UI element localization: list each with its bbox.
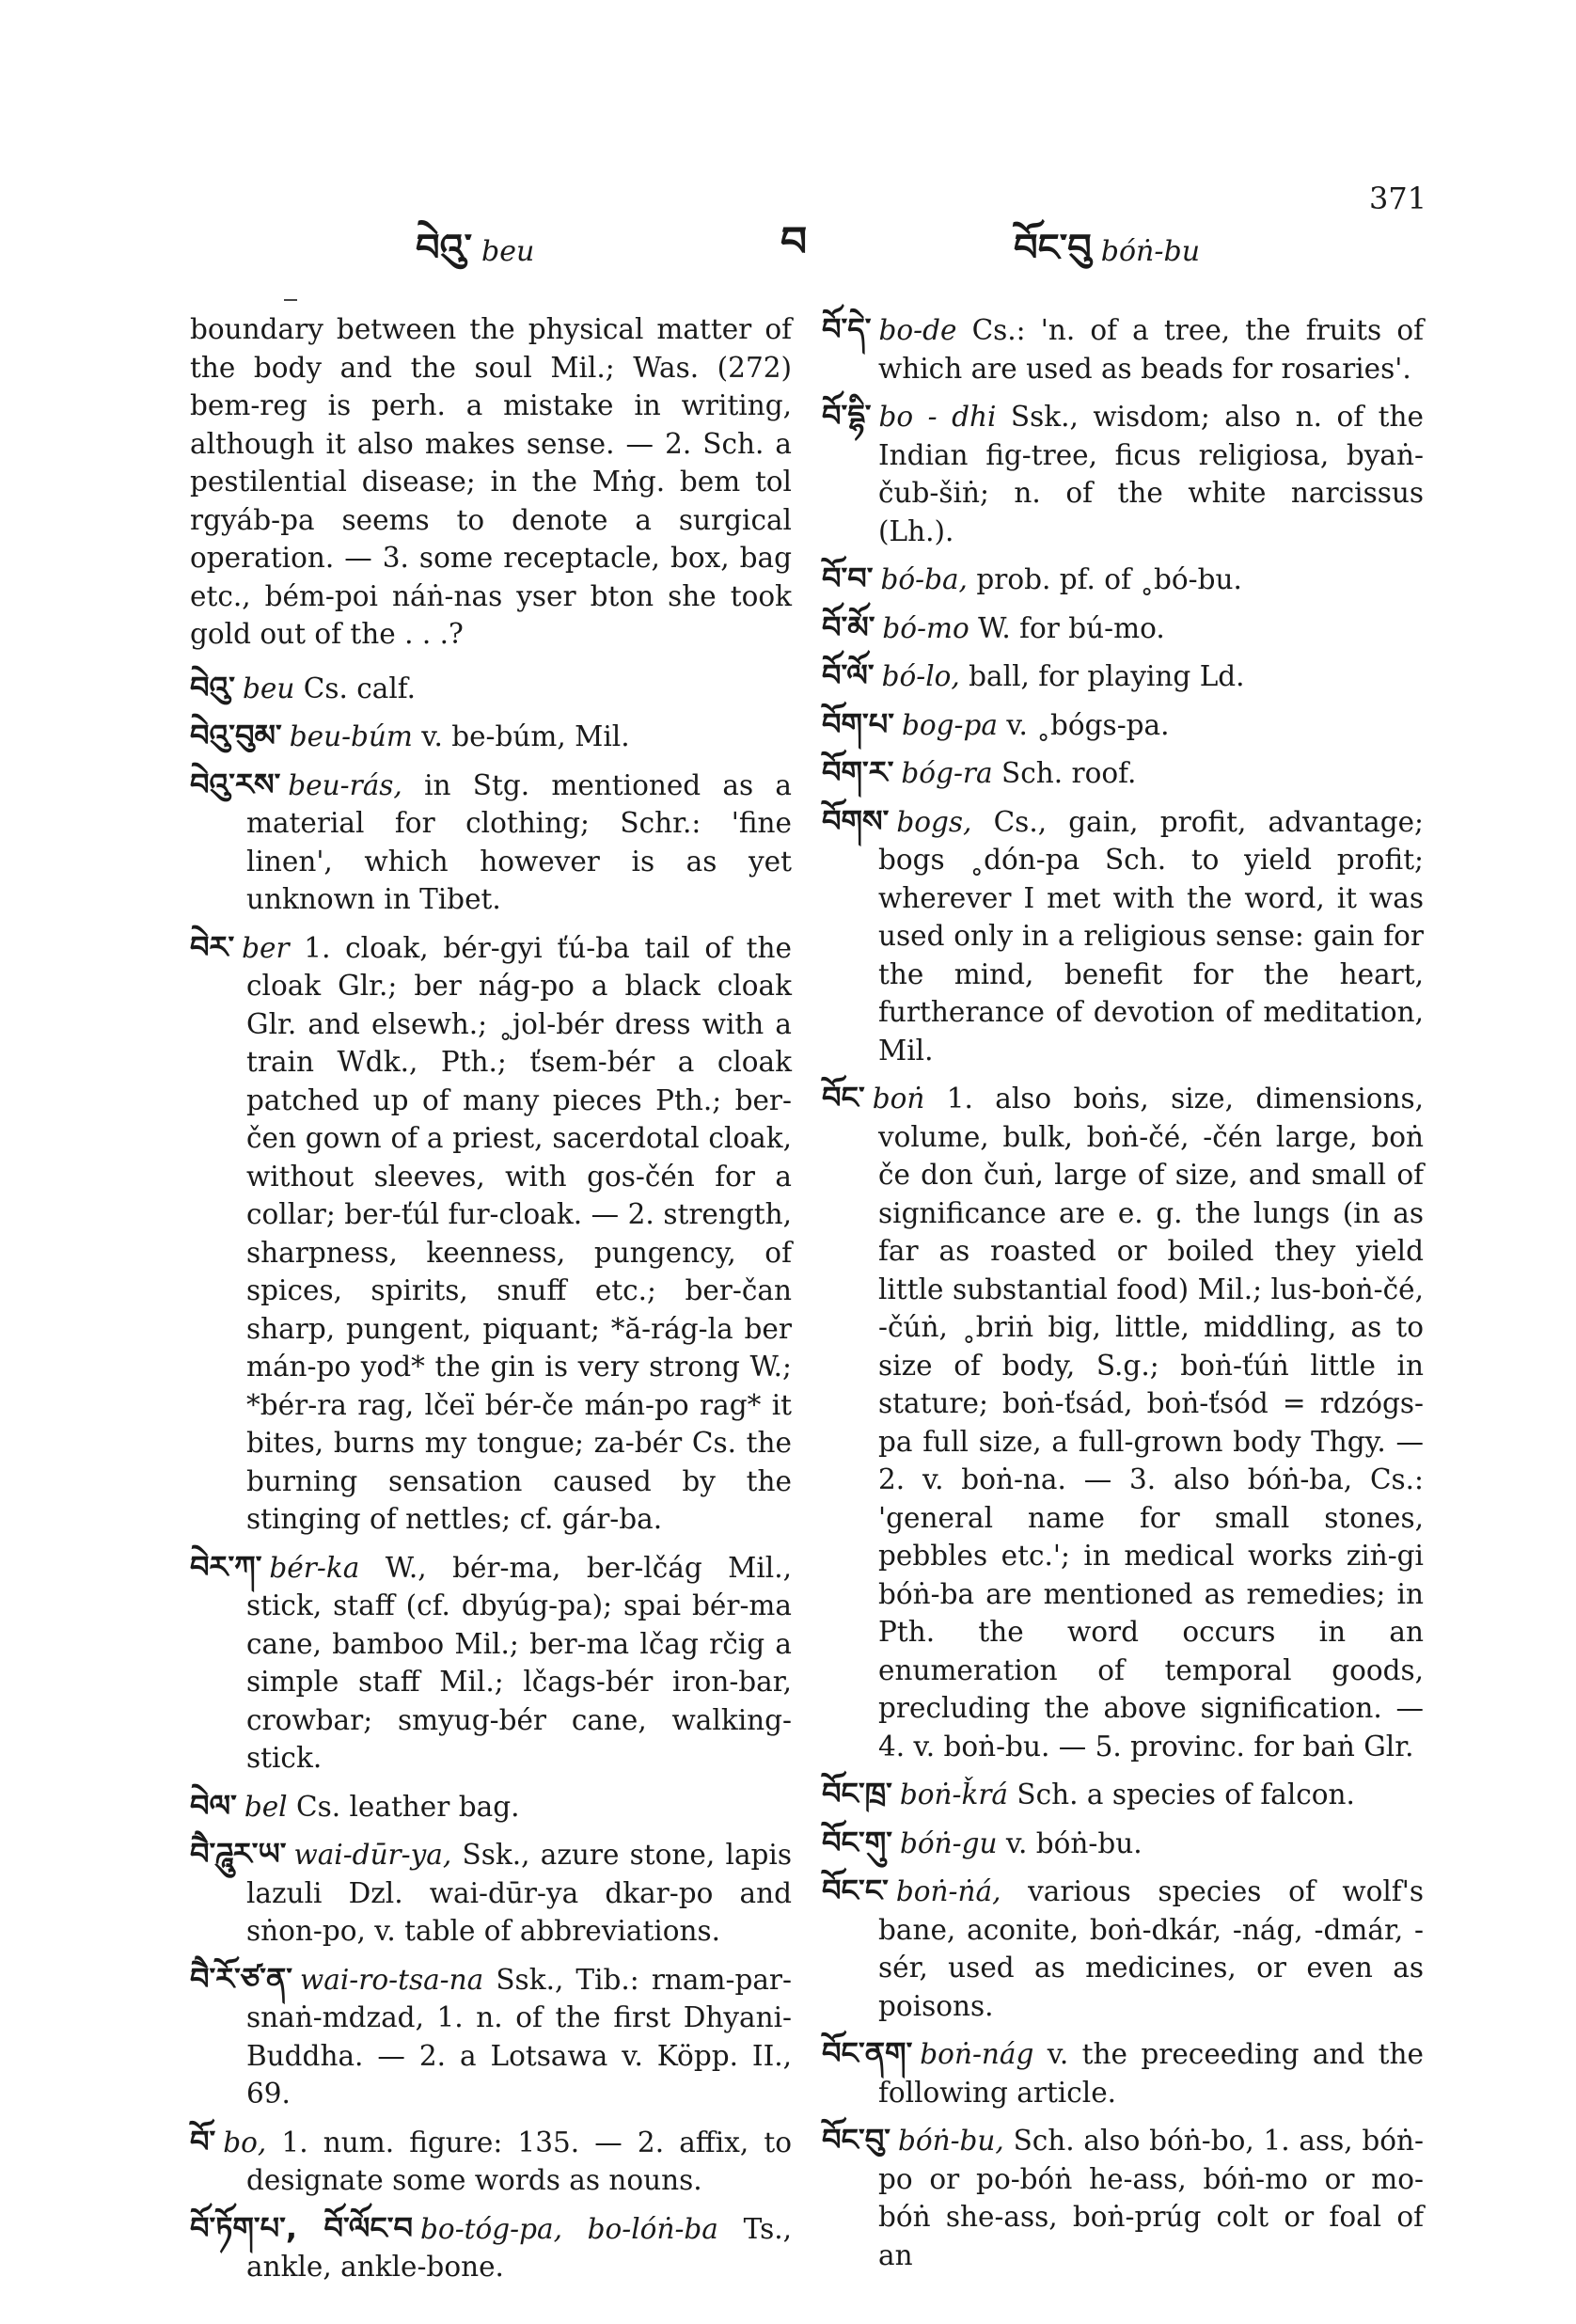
running-head-right — [1014, 205, 1200, 311]
entry-text: Cs., gain, profit, advantage; bogs ˳dón-pa Sch. to yield profit; wherever I met with the word, it was used only in a religious sense: gain for the mind, benefit for the heart, furtherance of devotion of meditation, Mil. — [878, 805, 1424, 1067]
running-head-left-headword: beu — [481, 235, 535, 268]
entry-headword: bo-tóg-pa, bo-lóṅ-ba — [420, 2212, 718, 2245]
entry-text: boundary between the physical matter of the body and the soul Mil.; Was. (272) bem-reg is perh. a mistake in writing, although it also makes sense. — 2. Sch. a pestilential disease; in the Mṅg. bem tol rgyáb-pa seems to denote a surgical operation. — 3. some receptacle, box, bag etc., bém-poi náṅ-nas yser bton she took gold out of the . . .? — [190, 313, 792, 650]
entry-tibetan: བོང་ནག་ — [822, 2035, 913, 2071]
left-column — [190, 310, 792, 2296]
running-head-right-tibetan: བོང་བུ — [1014, 227, 1092, 270]
entry-tibetan: བོང་ — [822, 1080, 865, 1115]
entry-text: in Stg. mentioned as a material for clothing; Schr.: 'fine linen', which however is as yet unknown in Tibet. — [246, 768, 792, 915]
entry-text: v. ˳bógs-pa. — [1006, 708, 1170, 741]
entry-tibetan: བེལ་ — [190, 1787, 237, 1824]
entry-headword: bér-ka — [269, 1551, 360, 1584]
entry-text: Cs. calf. — [303, 672, 417, 704]
dictionary-entry — [190, 2209, 792, 2286]
entry-text: 1. cloak, bér-gyi ťú-ba tail of the cloak Glr.; ber nág-po a black cloak Glr. and elsewh.; ˳jol-bér dress with a train Wdk., Pth.; ťsem-bér a cloak patched up of many pieces Pth.; ber-čen gown of a priest, sacerdotal cloak, without sleeves, with gos-čén for a collar; ber-ťúl fur-cloak. — 2. strength, sharpness, keenness, pungency, of spices, spirits, snuff etc.; ber-čan sharp, pungent, piquant; *ă-rág-la ber mán-po yod* the gin is very strong W.; *bér-ra rag, lčeï bér-če mán-po rag* it bites, burns my tongue; za-bér Cs. the burning sensation caused by the stinging of nettles; cf. gár-ba. — [246, 931, 792, 1535]
entry-text: v. bóṅ-bu. — [1005, 1826, 1143, 1859]
dictionary-entry — [822, 2034, 1424, 2111]
entry-headword: wai-ro-tsa-na — [300, 1963, 484, 1996]
entry-tibetan: བེའུ་ — [190, 669, 236, 705]
entry-tibetan: བོ་དེ་ — [822, 311, 872, 347]
entry-headword: bó-mo — [882, 611, 969, 644]
entry-text: W. for bú-mo. — [978, 611, 1165, 644]
header-rule — [284, 299, 297, 301]
entry-headword: bo - dhi — [878, 401, 997, 433]
dictionary-entry — [822, 310, 1424, 387]
entry-headword: bel — [244, 1790, 288, 1823]
dictionary-entry — [190, 1960, 792, 2113]
dictionary-entry — [822, 802, 1424, 1070]
dictionary-entry — [190, 669, 792, 708]
entry-text: Ts., ankle, ankle-bone. — [246, 2212, 792, 2283]
dictionary-entry — [822, 397, 1424, 550]
dictionary-entry — [190, 1787, 792, 1826]
dictionary-entry — [822, 1824, 1424, 1863]
entry-tibetan: བོང་གུ་ — [822, 1824, 892, 1860]
entry-headword: bóg-ra — [901, 757, 993, 789]
entry-text: Sch. also bóṅ-bo, 1. ass, bóṅ-po or po-bóṅ he-ass, bóṅ-mo or mo-bóṅ she-ass, boṅ-prúg colt or foal of an — [878, 2125, 1424, 2271]
dictionary-entry — [822, 753, 1424, 793]
dictionary-entry — [822, 1872, 1424, 2025]
dictionary-entry — [190, 2123, 792, 2200]
running-head-left-tibetan: བེའུ་ — [416, 227, 473, 270]
entry-headword: bo-de — [878, 314, 957, 346]
entry-text: Ssk., azure stone, lapis lazuli Dzl. wai-dūr-ya dkar-po and sṅon-po, v. table of abbreviations. — [246, 1839, 792, 1947]
entry-text: 1. also boṅs, size, dimensions, volume, bulk, boṅ-čé, -čén large, boṅ če don čuṅ, large of size, and small of significance are e. g. the lungs (in as far as roasted or boiled they yield little substantial food) Mil.; lus-boṅ-čé, -čúṅ, ˳briṅ big, little, middling, as to size of body, S.g.; boṅ-ťúṅ little in stature; boṅ-ťsád, boṅ-ťsód = rdzógs-pa full size, a full-grown body Thgy. — 2. v. boṅ-na. — 3. also bóṅ-ba, Cs.: 'general name for small stones, pebbles etc.'; in medical works ziṅ-gi bóṅ-ba are mentioned as remedies; in Pth. the word occurs in an enumeration of temporal goods, precluding the above signification. — 4. v. boṅ-bu. — 5. provinc. for baṅ Glr. — [878, 1083, 1424, 1763]
entry-tibetan: བེའུ་བུམ་ — [190, 718, 282, 753]
dictionary-entry — [822, 560, 1424, 599]
dictionary-entry — [190, 717, 792, 756]
dictionary-entry — [190, 766, 792, 919]
entry-headword: bóṅ-gu — [899, 1826, 998, 1859]
entry-tibetan: བོ་བ་ — [822, 561, 874, 596]
entry-tibetan: བོག་ར་ — [822, 754, 894, 790]
entry-headword: bó-lo, — [881, 660, 960, 692]
dictionary-entry — [822, 705, 1424, 745]
running-head-left — [416, 205, 534, 311]
entry-headword: beu-rás, — [288, 768, 402, 801]
page-number: 371 — [1369, 181, 1427, 216]
entry-tibetan: བོ་ — [190, 2123, 216, 2159]
entry-headword: wai-dūr-ya, — [293, 1839, 452, 1871]
entry-text: W., bér-ma, ber-lčág Mil., stick, staff (cf. dbyúg-pa); spai bér-ma cane, bamboo Mil.; ber-ma lčag rčig a simple staff Mil.; lčags-bér iron-bar, crowbar; smyug-bér cane, walking-stick. — [246, 1551, 792, 1774]
entry-text: v. be-búm, Mil. — [421, 720, 630, 752]
entry-headword: boṅ-ṅá, — [895, 1875, 1001, 1907]
entry-tibetan: བེར་ཀ་ — [190, 1548, 262, 1585]
entry-headword: bog-pa — [902, 708, 998, 741]
dictionary-entry — [190, 1835, 792, 1951]
page-header — [0, 167, 1576, 271]
entry-text: Cs. leather bag. — [296, 1790, 520, 1823]
dictionary-entry — [822, 1775, 1424, 1814]
entry-headword: ber — [242, 931, 290, 964]
entry-tibetan: བོགས་ — [822, 802, 890, 839]
entry-headword: bó-ba, — [880, 563, 968, 595]
entry-tibetan: བོ་ཏོག་པ་, བོ་ལོང་བ — [190, 2209, 414, 2246]
entry-tibetan: བོག་པ་ — [822, 705, 894, 742]
entry-tibetan: བོང་བུ་ — [822, 2122, 890, 2158]
entry-headword: boṅ-nág — [920, 2038, 1034, 2070]
entry-text: prob. pf. of ˳bó-bu. — [976, 563, 1242, 595]
entry-tibetan: བཻ་རོ་ཙ་ན་ — [190, 1960, 293, 1997]
entry-tibetan: བོ་ལོ་ — [822, 657, 875, 693]
section-letter: བ — [780, 218, 808, 266]
entry-tibetan: བེའུ་རས་ — [190, 766, 281, 802]
entry-text: Sch. roof. — [1001, 757, 1137, 789]
entry-headword: beu — [243, 672, 295, 704]
dictionary-entry — [822, 2121, 1424, 2274]
dictionary-entry — [822, 656, 1424, 696]
entry-text: Ssk., wisdom; also n. of the Indian fig-tree, ficus religiosa, byaṅ-čub-šiṅ; n. of the white narcissus (Lh.). — [878, 401, 1424, 547]
entry-headword: beu-búm — [289, 720, 413, 752]
dictionary-entry — [822, 609, 1424, 648]
dictionary-entry — [190, 928, 792, 1539]
entry-text: various species of wolf's bane, aconite, boṅ-dkár, -nág, -dmár, -sér, used as medicines, or even as poisons. — [878, 1875, 1424, 2022]
right-column — [822, 310, 1424, 2284]
entry-text: ball, for playing Ld. — [969, 660, 1245, 692]
entry-text: Cs.: 'n. of a tree, the fruits of which are used as beads for rosaries'. — [878, 314, 1424, 385]
dictionary-entry — [190, 310, 792, 654]
entry-tibetan: བེར་ — [190, 928, 235, 965]
entry-text: 1. num. figure: 135. — 2. affix, to designate some words as nouns. — [246, 2126, 792, 2196]
entry-tibetan: བོ་དྷི་ — [822, 398, 872, 434]
entry-headword: bogs, — [896, 805, 972, 838]
dictionary-entry — [190, 1548, 792, 1778]
entry-text: v. the preceeding and the following article. — [878, 2038, 1424, 2109]
entry-text: Sch. a species of falcon. — [1017, 1779, 1355, 1810]
entry-tibetan: བཻ་ཌཱུར་ཡ་ — [190, 1836, 287, 1872]
running-head-right-headword: bóṅ-bu — [1100, 235, 1201, 268]
entry-text: Ssk., Tib.: rnam-par-snaṅ-mdzad, 1. n. of the first Dhyani-Buddha. — 2. a Lotsawa v. Köpp. II., 69. — [246, 1963, 792, 2110]
dictionary-entry — [822, 1079, 1424, 1765]
entry-tibetan: བོང་ཁྲ་ — [822, 1776, 892, 1811]
entry-tibetan: བོ་མོ་ — [822, 609, 875, 645]
entry-tibetan: བོང་ང་ — [822, 1873, 889, 1908]
entry-headword: bóṅ-bu, — [897, 2125, 1004, 2157]
entry-headword: bo, — [223, 2126, 267, 2158]
entry-headword: boṅ — [872, 1083, 925, 1115]
entry-headword: boṅ-ǩrá — [899, 1779, 1009, 1810]
